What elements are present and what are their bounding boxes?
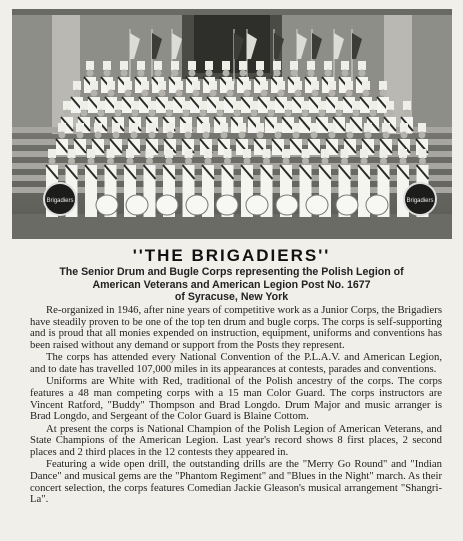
right-drum-emblem bbox=[404, 183, 436, 215]
group-photo-illustration bbox=[12, 9, 452, 239]
subtitle-line: The Senior Drum and Bugle Corps representing the Polish Legion of bbox=[59, 266, 404, 278]
right-drum-emblem-label: Brigadiers bbox=[406, 198, 434, 204]
subtitle-line: American Veterans and American Legion Post No. 1677 bbox=[92, 278, 371, 291]
paragraph-history: Re-organized in 1946, after nine years of competitive work as a Junior Corps, the Brigadiers have steadily proven to be one of the top ten drum and bugle corps. The corps is self-supporting and is proud that all monies expended on instruction, equipment, uniforms and conventions has been raised without any demand or support from the Posts they represent. bbox=[30, 304, 442, 352]
subtitle-line: of Syracuse, New York bbox=[174, 291, 289, 303]
paragraph-conventions: The corps has attended every National Convention of the P.L.A.V. and American Legion, and to date has travelled 107,000 miles in its appearances at contests, parades and conventions. bbox=[30, 351, 442, 376]
article-body bbox=[30, 305, 442, 506]
group-photo bbox=[12, 9, 452, 239]
page-title: ''THE BRIGADIERS'' bbox=[132, 246, 331, 265]
paragraph-uniforms: Uniforms are White with Red, traditional of the Polish ancestry of the corps. The corps features a 48 man competing corps with a 15 man Color Guard. The corps instructors are Vincent Ratford, "Buddy" Thompson and Brad Longdo. Drum Major and music arranger is Brad Longdo, and Sergeant of the Color Guard is Blaine Cottom. bbox=[30, 375, 442, 423]
left-drum-emblem-label: Brigadiers bbox=[46, 198, 74, 204]
paragraph-drills: Featuring a wide open drill, the outstanding drills are the "Merry Go Round" and "Indian Dance" and musical gems are the "Phantom Regiment" and "Blues in the Night" march. As their concert selection, the corps features Comedian Jackie Gleason's musical arrangement "Shangri-La". bbox=[30, 458, 442, 506]
paragraph-championships: At present the corps is National Champion of the Polish Legion of American Veterans, and State Champions of the American Legion. Last year's record shows 8 first places, 2 second places and 2 third places in the 12 contests they appeared in. bbox=[30, 422, 442, 458]
left-drum-emblem bbox=[44, 183, 76, 215]
subtitle bbox=[30, 266, 433, 304]
